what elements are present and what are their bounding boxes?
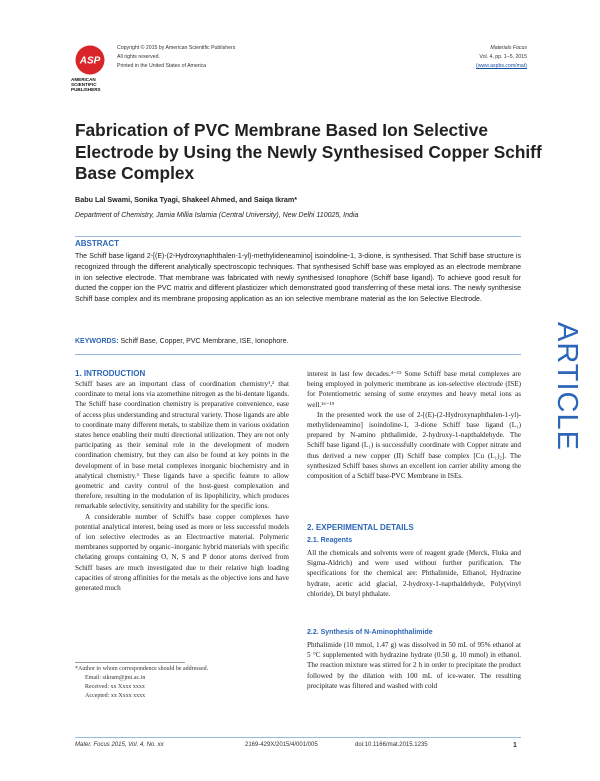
keywords-text: Schiff Base, Copper, PVC Membrane, ISE, Ionophore.: [120, 338, 289, 345]
footer-citation: Mater. Focus 2015, Vol. 4, No. xx: [75, 742, 164, 748]
journal-info: [476, 44, 527, 71]
footnote-line: Received: xx Xxxx xxxx: [85, 684, 145, 690]
paragraph: Schiff bases are an important class of coordination chemistry¹,² that coordinate to metal ions via azomethine nitrogen as the bi-dentate ligands. The Schiff base coordination chemistry is preparative convenience, ease of access plus understanding and structural variety. Those ligands are able to coordinate many different metals, to stabilize them in various oxidation states hence enabling their multi directional utilization. They are not only participating as their seminal role in the development of modern coordination chemistry, but they can also be found at key points in the development of in base metal complexes inorganic biochemistry and in analytical chemistry.³ These ligands have a specific feature to allow geometric and cavity control of the host-guest complexation and therefore, resulting in the modulation of its lipophilicity, which produces remarkable selectivity, sensitivity and stability for the specific ions.: [75, 380, 289, 511]
publisher-line: AMERICAN: [71, 77, 96, 82]
footnote: [75, 665, 285, 701]
publisher-line: PUBLISHERS: [71, 87, 101, 93]
asp-logo-icon: [75, 45, 105, 75]
copyright-line: Printed in the United States of America: [117, 63, 207, 69]
journal-volume: Vol. 4, pp. 1–5, 2015: [479, 54, 527, 60]
journal-url-link[interactable]: (www.aspbs.com/mat): [475, 63, 527, 69]
footer-divider: [75, 737, 521, 738]
footer-doi: doi:10.1166/mat.2015.1235: [355, 742, 428, 748]
article-label-text: ARTICLE: [551, 322, 583, 451]
footnote-divider: [75, 662, 185, 663]
page-number: 1: [513, 742, 517, 749]
logo-letters: ASP: [79, 55, 101, 67]
paragraph: A considerable number of Schiff's base copper complexes have potential analytical interest, being used as more or less successful models of ion selective electrodes as an Electroactive material. Polymeric membranes supported by organic–inorganic hybrid materials with specific chelating groups containing O, N, S and P donor atoms derived from Schiff bases are much investigated due to their relative high loading capacities of strong affinities for the metals as the objective ions and have generated much: [75, 512, 289, 593]
synthesis-heading: 2.2. Synthesis of N-Aminophthalimide: [307, 629, 433, 636]
right-column-text: [307, 369, 521, 481]
keywords-label: KEYWORDS:: [75, 338, 119, 345]
paragraph: Phthalimide (10 mmol, 1.47 g) was dissolved in 50 mL of 95% ethanol at 5 °C supplemented with hydrazine hydrate (0.50 g, 10 mmol) in ethanol. The reaction mixture was stirred for 2 h in order to precipitate the product followed by the dilation with 100 mL of ice-water. The resulting precipitate was filtered and washed with cold: [307, 641, 521, 690]
copyright-line: Copyright © 2015 by American Scientific Publishers: [117, 45, 236, 51]
reagents-heading: 2.1. Reagents: [307, 537, 353, 544]
author-list: Babu Lal Swami, Sonika Tyagi, Shakeel Ahmed, and Saiqa Ikram*: [75, 195, 298, 204]
divider: [75, 354, 521, 355]
paragraph: All the chemicals and solvents were of reagent grade (Merck, Fluka and Sigma-Aldrich) and were used without further purification. The specifications for the chemical are: Phthalimide, Ethanol, Hydrazine hydrate, acetic acid glacial, 2-hydroxy-1-napthaldehyde, Poly(vinyl chloride), Di butyl phthalate.: [307, 549, 521, 598]
paragraph: interest in last few decades.⁴⁻¹⁵ Some Schiff base metal complexes are being employed in polymeric membrane as ion-selective electrode (ISE) for Potentiometric sensing of some enzymes and heavy metal ions as well.¹⁶⁻¹⁹: [307, 370, 521, 409]
paper-title: Fabrication of PVC Membrane Based Ion Selective Electrode by Using the Newly Synthesised Copper Schiff Base Complex: [75, 120, 542, 183]
left-column-text: [75, 379, 289, 593]
footer-issn: 2169-429X/2015/4/001/005: [245, 742, 318, 748]
keywords-line: [75, 338, 288, 345]
publisher-name: [71, 77, 111, 93]
synthesis-text-block: [307, 640, 521, 691]
copyright-block: [117, 44, 235, 71]
abstract-text: The Schiff base ligand 2-[(E)-(2-Hydroxynaphthalen-1-yl)-methylideneamino] isoindoline-1, 3-dione, is synthesised. That Schiff base structure is recognized through the different analytically spectroscopic techniques. That synthesised Schiff base was employed as an electrode membrane in ion selective electrode. That membrane was fabricated with newly synthesised Ionophore (Schiff base ligand). To achieve good result for ducted the copper ion the PVC matrix and different plasticizer which demonstrated good transferring of these metal ions. The newly synthesise Schiff base complex and its membrane proposing application as an ion selective membrane material as the Ion Selective Electrode.: [75, 253, 521, 304]
journal-title: Materials Focus: [490, 45, 527, 51]
footnote-line: *Author to whom correspondence should be addressed.: [75, 666, 209, 672]
article-side-label: [525, 320, 583, 510]
affiliation: Department of Chemistry, Jamia Millia Islamia (Central University), New Delhi 110025, India: [75, 212, 359, 219]
abstract-heading: ABSTRACT: [75, 239, 119, 248]
copyright-line: All rights reserved.: [117, 54, 160, 60]
divider: [75, 236, 521, 237]
footnote-line: Email: sikram@jmi.ac.in: [85, 675, 146, 681]
publisher-line: SCIENTIFIC: [71, 82, 97, 88]
paragraph: In the presented work the use of 2-[(E)-(2-Hydroxynaphthalen-1-yl)-methylideneamino] isoindoline-1, 3-dione Schiff base ligand (L₁) prepared by N-amino phthalimide, 2-hydroxy-1-napthaldehyde. The Schiff base ligand (L₁) is successfully coordinate with Copper nitrate and thus derived a new copper (II) Schiff base complex [Cu (L₁)₂]. The synthesized Schiff bases shows an excellent ion carrier ability among the composition of a Schiff base-PVC Membrane in ISEs.: [307, 410, 521, 481]
reagents-text-block: [307, 548, 521, 599]
footnote-line: Accepted: xx Xxxx xxxx: [85, 693, 146, 699]
experimental-heading: 2. EXPERIMENTAL DETAILS: [307, 523, 414, 532]
introduction-heading: 1. INTRODUCTION: [75, 369, 146, 378]
